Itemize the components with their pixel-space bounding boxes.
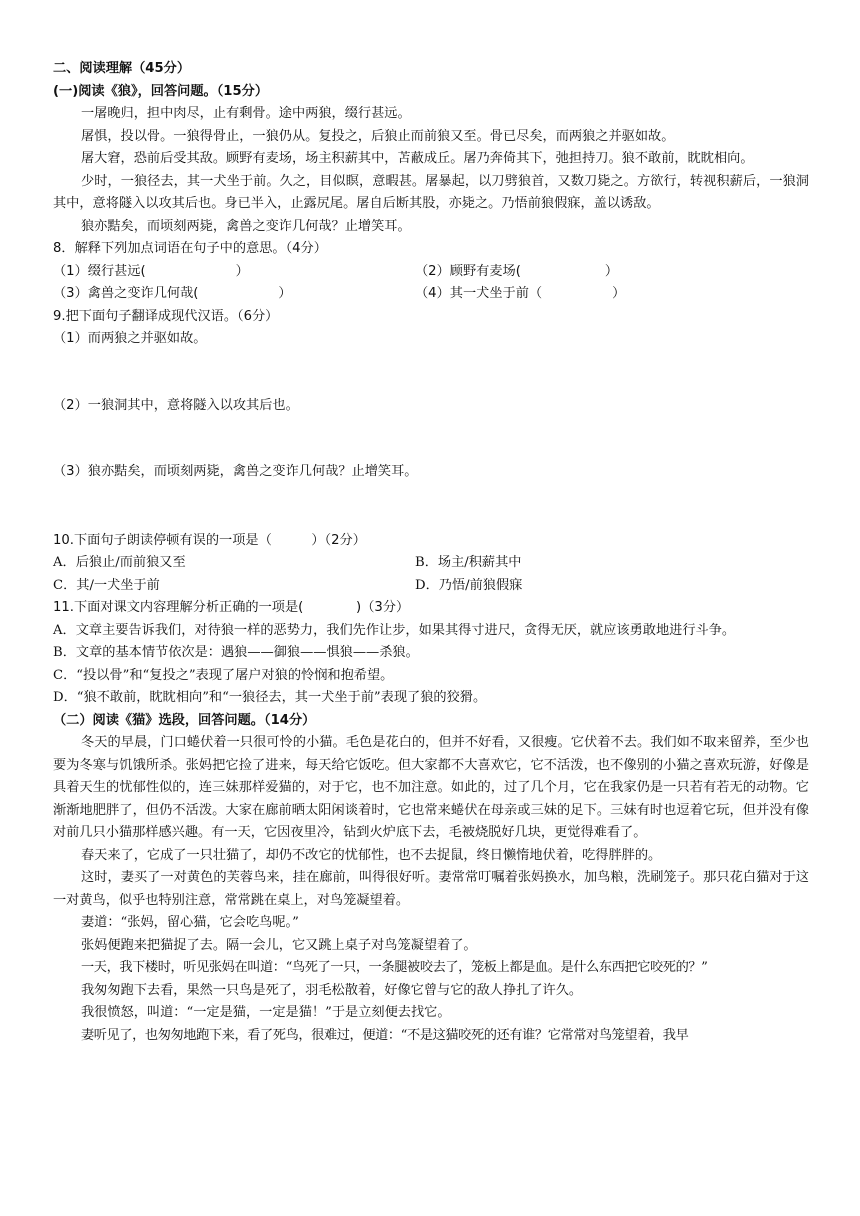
q10-stem: 10.下面句子朗读停顿有误的一项是（ ）（2分） bbox=[53, 532, 366, 548]
part1-paragraph: 狼亦黠矣，而顷刻两毙，禽兽之变诈几何哉？止增笑耳。 bbox=[81, 218, 411, 234]
q10-options-row-2 bbox=[53, 575, 809, 598]
q11-stem: 11.下面对课文内容理解分析正确的一项是( )（3分） bbox=[53, 600, 410, 615]
q9-item: （3）狼亦黠矣，而顷刻两毙，禽兽之变诈几何哉？止增笑耳。 bbox=[53, 464, 418, 479]
part2-paragraph: 妻听见了，也匆匆地跑下来，看了死鸟，很难过，便道：“不是这猫咬死的还有谁？它常常对鸟笼望着，我早 bbox=[81, 1027, 689, 1043]
part1-paragraph: 屠大窘，恐前后受其敌。顾野有麦场，场主积薪其中，苫蔽成丘。屠乃奔倚其下，弛担持刀。狼不敢前，眈眈相向。 bbox=[81, 151, 754, 166]
part2-paragraph: 我匆匆跑下去看，果然一只鸟是死了，羽毛松散着，好像它曾与它的敌人挣扎了许久。 bbox=[81, 982, 583, 998]
q10-option-a: A．后狼止/而前狼又至 bbox=[53, 555, 186, 570]
part2-paragraph: 春天来了，它成了一只壮猫了，却仍不改它的忧郁性，也不去捉鼠，终日懒惰地伏着，吃得胖胖的。 bbox=[81, 847, 662, 863]
q11-option-d: D．“狼不敢前，眈眈相向”和“一狼径去，其一犬坐于前”表现了狼的狡猾。 bbox=[53, 690, 487, 705]
part2-paragraph: 张妈便跑来把猫捉了去。隔一会儿，它又跳上桌子对鸟笼凝望着了。 bbox=[81, 937, 477, 953]
q10-option-b: B．场主/积薪其中 bbox=[415, 555, 522, 570]
answer-space bbox=[53, 351, 809, 395]
part2-paragraph: 一天，我下楼时，听见张妈在叫道：“鸟死了一只，一条腿被咬去了，笼板上都是血。是什么东西把它咬死的？” bbox=[81, 960, 708, 975]
q9-item: （2）一狼洞其中，意将隧入以攻其后也。 bbox=[53, 397, 299, 413]
part1-paragraph: 一屠晚归，担中肉尽，止有剩骨。途中两狼，缀行甚远。 bbox=[81, 106, 411, 121]
part1-heading: (一)阅读《狼》，回答问题。（15分） bbox=[53, 83, 269, 99]
q9-stem: 9.把下面句子翻译成现代汉语。（6分） bbox=[53, 308, 279, 324]
answer-space bbox=[53, 417, 809, 461]
q8-row-2: （3）禽兽之变诈几何哉( ） （4）其一犬坐于前（ ） bbox=[53, 286, 626, 301]
document-page bbox=[53, 58, 809, 1047]
q8-item: （1）缀行甚远( bbox=[53, 263, 146, 279]
answer-space bbox=[53, 484, 809, 530]
q11-option-a: A．文章主要告诉我们，对待狼一样的恶势力，我们先作让步，如果其得寸进尺，贪得无厌，就应该勇敢地进行斗争。 bbox=[53, 622, 736, 638]
q11-option-c: C．“投以骨”和“复投之”表现了屠户对狼的怜悯和抱希望。 bbox=[53, 667, 394, 683]
part1-paragraph: 屠惧，投以骨。一狼得骨止，一狼仍从。复投之，后狼止而前狼又至。骨已尽矣，而两狼之并驱如故。 bbox=[81, 128, 675, 144]
q8-row-1: （1）缀行甚远( ） （2）顾野有麦场( ） bbox=[53, 263, 619, 279]
q8-stem: 8．解释下列加点词语在句子中的意思。（4分） bbox=[53, 241, 327, 256]
q8-item: （2）顾野有麦场( bbox=[415, 263, 521, 279]
section-title: 二、阅读理解（45分） bbox=[53, 61, 191, 76]
part2-heading: （二）阅读《猫》选段，回答问题。（14分） bbox=[53, 712, 316, 728]
q10-option-d: D．乃悟/前狼假寐 bbox=[415, 577, 523, 593]
part1-paragraph: 少时，一狼径去，其一犬坐于前。久之，目似瞑，意暇甚。屠暴起，以刀劈狼首，又数刀毙之。方欲行，转视积薪后，一狼洞其中，意将隧入以攻其后也。身已半入，止露尻尾。屠自后断其股，亦毙之。乃悟前狼假寐，盖以诱敌。 bbox=[53, 173, 809, 211]
q9-item: （1）而两狼之并驱如故。 bbox=[53, 331, 207, 346]
q10-option-c: C．其/一犬坐于前 bbox=[53, 577, 160, 593]
part2-paragraph: 妻道：“张妈，留心猫，它会吃鸟呢。” bbox=[81, 915, 299, 930]
q11-option-b: B．文章的基本情节依次是：遇狼——御狼——惧狼——杀狼。 bbox=[53, 645, 419, 660]
part2-paragraph: 这时，妻买了一对黄色的芙蓉鸟来，挂在廊前，叫得很好听。妻常常叮嘱着张妈换水，加鸟粮，洗刷笼子。那只花白猫对于这一对黄鸟，似乎也特别注意，常常跳在桌上，对鸟笼凝望着。 bbox=[53, 870, 809, 908]
q10-options-row-1 bbox=[53, 552, 809, 575]
part2-paragraph: 冬天的早晨，门口蜷伏着一只很可怜的小猫。毛色是花白的，但并不好看，又很瘦。它伏着不去。我们如不取来留养，至少也要为冬寒与饥饿所杀。张妈把它捡了进来，每天给它饭吃。但大家都不大喜欢它，它不活泼，也不像别的小猫之喜欢玩游，好像是具着天生的忧郁性似的，连三妹那样爱猫的，对于它，也不加注意。如此的，过了几个月，它在我家仍是一只若有若无的动物。它渐渐地肥胖了，但仍不活泼。大家在廊前晒太阳闲谈着时，它也常来蜷伏在母亲或三妹的足下。三妹有时也逗着它玩，但并没有像对前几只小猫那样感兴趣。有一天，它因夜里冷，钻到火炉底下去，毛被烧脱好几块，更觉得难看了。 bbox=[53, 735, 809, 840]
q8-item: （3）禽兽之变诈几何哉( bbox=[53, 286, 199, 301]
q8-item: （4）其一犬坐于前（ bbox=[415, 286, 543, 301]
part2-paragraph: 我很愤怒，叫道：“一定是猫，一定是猫！”于是立刻便去找它。 bbox=[81, 1005, 451, 1020]
